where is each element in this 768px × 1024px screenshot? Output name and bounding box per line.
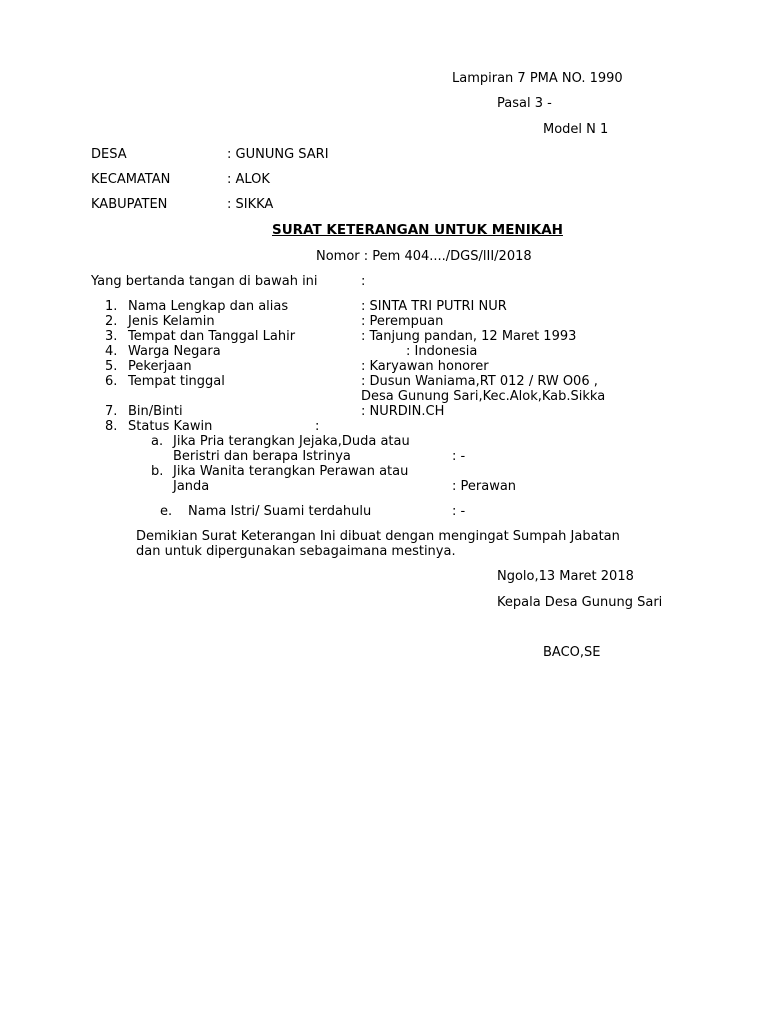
- item-number: 7.: [105, 404, 118, 419]
- lampiran-reference: Lampiran 7 PMA NO. 1990: [452, 71, 623, 86]
- item-value-bin-binti: : NURDIN.CH: [361, 404, 445, 419]
- status-letter-e: e.: [160, 504, 173, 519]
- item-number: 2.: [105, 314, 118, 329]
- status-a-line1: Jika Pria terangkan Jejaka,Duda atau: [173, 434, 410, 449]
- item-value-warga-negara: : Indonesia: [406, 344, 478, 359]
- pasal-reference: Pasal 3 -: [497, 96, 552, 111]
- item-value-pekerjaan: : Karyawan honorer: [361, 359, 489, 374]
- status-b-value: : Perawan: [452, 479, 517, 494]
- signature-position: Kepala Desa Gunung Sari: [497, 595, 663, 610]
- item-number: 8.: [105, 419, 118, 434]
- signature-place-date: Ngolo,13 Maret 2018: [497, 569, 634, 584]
- kecamatan-value: : ALOK: [227, 172, 270, 187]
- item-label-status-kawin: Status Kawin: [128, 419, 213, 434]
- model-reference: Model N 1: [543, 122, 609, 137]
- item-label-pekerjaan: Pekerjaan: [128, 359, 192, 374]
- item-label-ttl: Tempat dan Tanggal Lahir: [128, 329, 296, 344]
- status-a-value: : -: [452, 449, 466, 464]
- item-value-jenis-kelamin: : Perempuan: [361, 314, 444, 329]
- closing-line1: Demikian Surat Keterangan Ini dibuat dengan mengingat Sumpah Jabatan: [136, 529, 620, 544]
- closing-line2: dan untuk dipergunakan sebagaimana mestinya.: [136, 544, 456, 559]
- status-e-value: : -: [452, 504, 466, 519]
- item-number: 3.: [105, 329, 118, 344]
- intro-colon: :: [361, 274, 366, 289]
- item-number: 6.: [105, 374, 118, 389]
- document-title: SURAT KETERANGAN UNTUK MENIKAH: [272, 222, 563, 238]
- kecamatan-label: KECAMATAN: [91, 172, 171, 187]
- kabupaten-label: KABUPATEN: [91, 197, 168, 212]
- document-number: Nomor : Pem 404..../DGS/lII/2018: [316, 249, 532, 264]
- item-label-warga-negara: Warga Negara: [128, 344, 221, 359]
- intro-text: Yang bertanda tangan di bawah ini: [91, 274, 318, 289]
- item-value-ttl: : Tanjung pandan, 12 Maret 1993: [361, 329, 577, 344]
- item-number: 5.: [105, 359, 118, 374]
- status-letter-b: b.: [151, 464, 164, 479]
- item-label-jenis-kelamin: Jenis Kelamin: [128, 314, 215, 329]
- item-label-tempat-tinggal: Tempat tinggal: [128, 374, 225, 389]
- item-value-tempat-tinggal-line2: Desa Gunung Sari,Kec.Alok,Kab.Sikka: [361, 389, 606, 404]
- item-label-bin-binti: Bin/Binti: [128, 404, 183, 419]
- status-letter-a: a.: [151, 434, 164, 449]
- status-e-label: Nama Istri/ Suami terdahulu: [188, 504, 372, 519]
- desa-label: DESA: [91, 147, 127, 162]
- kabupaten-value: : SIKKA: [227, 197, 274, 212]
- signature-name: BACO,SE: [543, 645, 601, 660]
- desa-value: : GUNUNG SARI: [227, 147, 329, 162]
- status-b-line1: Jika Wanita terangkan Perawan atau: [173, 464, 409, 479]
- item-value-nama: : SINTA TRI PUTRI NUR: [361, 299, 507, 314]
- status-b-line2: Janda: [173, 479, 210, 494]
- item-number: 4.: [105, 344, 118, 359]
- item-number: 1.: [105, 299, 118, 314]
- item-label-nama: Nama Lengkap dan alias: [128, 299, 289, 314]
- status-a-line2: Beristri dan berapa Istrinya: [173, 449, 351, 464]
- item-value-status-kawin: :: [315, 419, 320, 434]
- item-value-tempat-tinggal: : Dusun Waniama,RT 012 / RW O06 ,: [361, 374, 598, 389]
